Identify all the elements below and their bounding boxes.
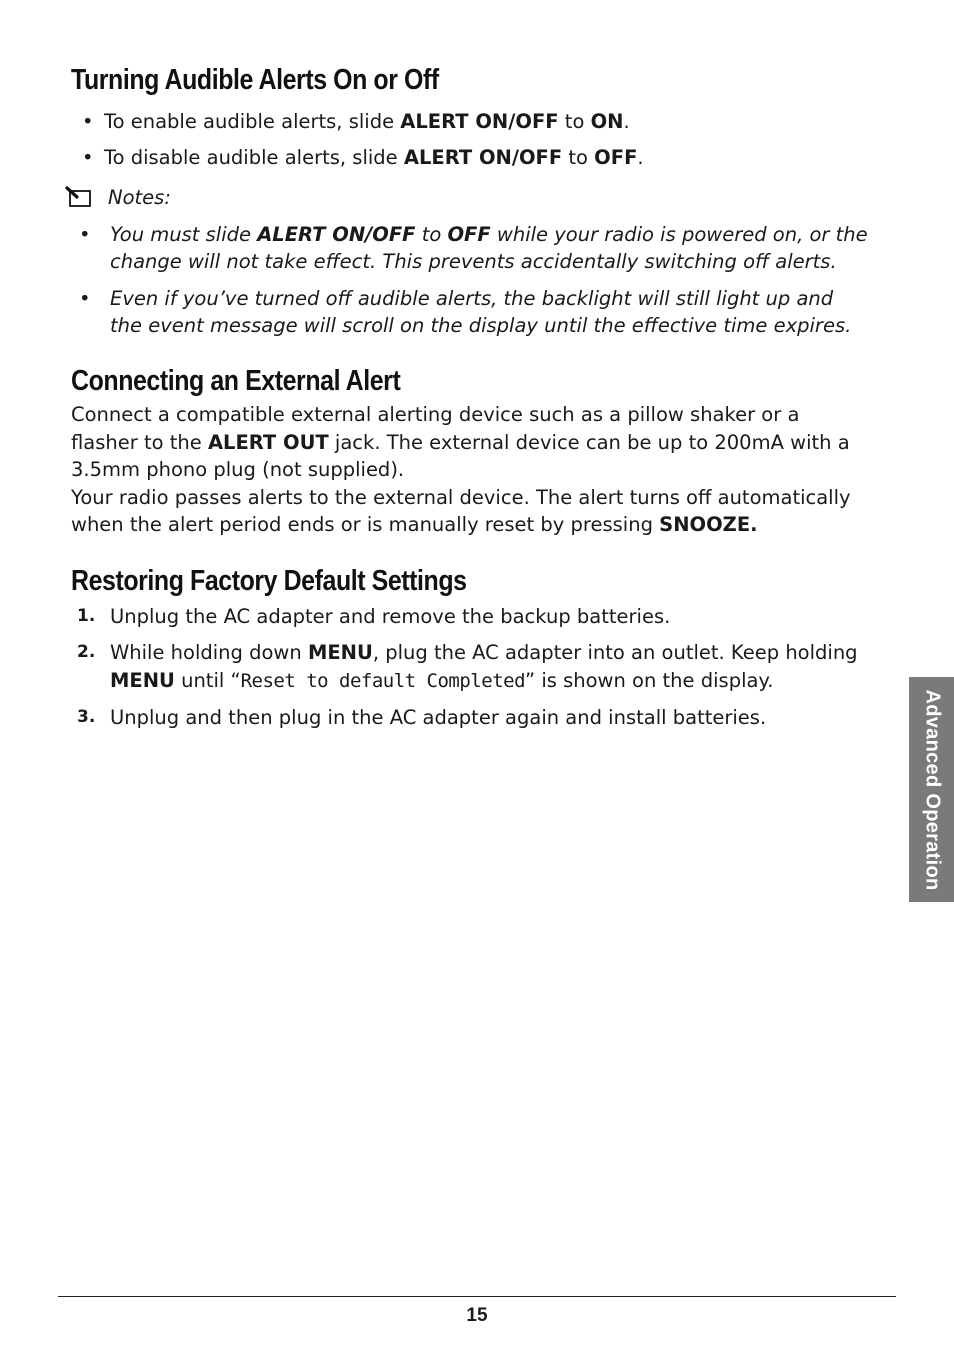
control-name: ALERT ON/OFF xyxy=(400,110,559,133)
bullet: • xyxy=(82,110,94,133)
paragraph-text: jack. The external device can be up to 200mA with a 3.5mm phono plug (not supplied). xyxy=(71,430,850,481)
step-text: While holding down xyxy=(110,641,308,664)
item-text: To disable audible alerts, slide xyxy=(104,145,404,169)
step-item xyxy=(71,639,871,695)
note-item xyxy=(71,285,871,339)
section-heading-factory-defaults: Restoring Factory Default Settings xyxy=(71,564,467,597)
button-name: MENU xyxy=(110,668,175,692)
button-name: MENU xyxy=(307,641,373,664)
bullet: • xyxy=(79,287,91,310)
steps-list xyxy=(71,603,871,732)
note-text: Even if you’ve turned off audible alerts, the backlight will still light up and the event message will scroll on the display until the effective time expires. xyxy=(110,287,852,337)
step-item xyxy=(71,704,871,732)
step-text: , plug the AC adapter into an outlet. Keep holding xyxy=(372,641,858,664)
step-text: Unplug and then plug in the AC adapter again and install batteries. xyxy=(110,706,767,729)
section-heading-external-alert: Connecting an External Alert xyxy=(71,365,401,397)
step-number: 1. xyxy=(77,605,96,626)
control-name: ALERT ON/OFF xyxy=(403,145,563,169)
step-number: 3. xyxy=(77,707,96,727)
bullet: • xyxy=(82,145,94,169)
button-name: SNOOZE. xyxy=(659,513,758,536)
control-name: ALERT ON/OFF xyxy=(257,223,416,246)
step-item xyxy=(71,603,871,631)
paragraph-text: Connect a compatible external alerting device such as a pillow shaker or a flasher to the xyxy=(71,403,800,454)
notepad-pencil-icon xyxy=(65,186,95,208)
step-number: 2. xyxy=(77,642,96,662)
notes-header xyxy=(71,184,871,211)
item-text: To enable audible alerts, slide xyxy=(104,110,401,133)
item-text: to xyxy=(558,110,591,133)
note-text: You must slide xyxy=(110,223,258,246)
notes-label: Notes: xyxy=(108,186,171,209)
bullet: • xyxy=(79,223,91,246)
list-item xyxy=(71,108,871,136)
chapter-title: Advanced Operation xyxy=(921,689,943,890)
page-number: 15 xyxy=(466,1305,488,1326)
item-text: . xyxy=(637,145,644,169)
manual-page xyxy=(71,58,871,732)
setting-value: ON xyxy=(590,110,624,133)
chapter-side-tab xyxy=(909,677,954,902)
note-text: while your radio is powered on, or the change will not take effect. This prevents accidentally switching off alerts. xyxy=(110,223,868,273)
jack-name: ALERT OUT xyxy=(207,430,329,454)
notes-list xyxy=(71,221,871,339)
paragraph xyxy=(71,484,871,539)
step-text: ” is shown on the display. xyxy=(525,668,774,692)
paragraph-text: Your radio passes alerts to the external device. The alert turns off automatically when the alert period ends or is manually reset by pressing xyxy=(71,485,851,536)
footer-rule xyxy=(58,1296,896,1297)
audible-alerts-list xyxy=(71,108,871,171)
item-text: . xyxy=(623,110,630,133)
display-message: Reset to default Completed xyxy=(240,669,526,692)
setting-value: OFF xyxy=(594,145,638,169)
section-heading-audible-alerts: Turning Audible Alerts On or Off xyxy=(71,64,439,96)
paragraph xyxy=(71,401,871,484)
step-text: Unplug the AC adapter and remove the backup batteries. xyxy=(110,604,671,628)
note-item xyxy=(71,221,871,275)
setting-value: OFF xyxy=(447,223,491,246)
item-text: to xyxy=(562,145,595,169)
note-text: to xyxy=(415,223,448,246)
list-item xyxy=(71,144,871,172)
step-text: until “ xyxy=(174,668,241,692)
